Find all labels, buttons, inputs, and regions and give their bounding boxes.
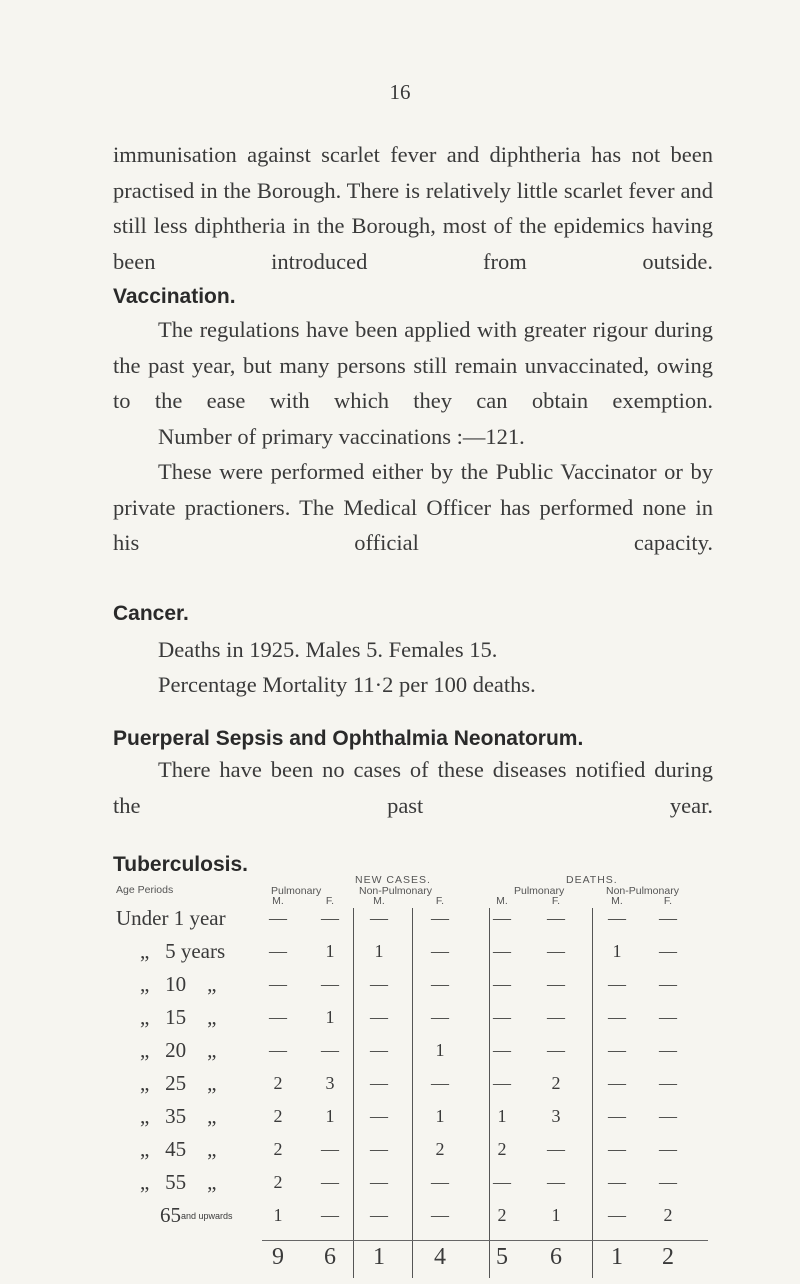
row-label: [160, 1203, 231, 1228]
table-cell: 2: [273, 1172, 283, 1192]
puerperal-paragraph: There have been no cases of these diseases notified during the past year.: [113, 757, 713, 818]
total-cell: 5: [496, 1244, 508, 1270]
sex-header-f: F.: [325, 895, 335, 907]
table-cell: 2: [273, 1073, 283, 1093]
table-cell: 1: [612, 941, 622, 961]
vaccination-heading: Vaccination.: [113, 285, 236, 308]
total-cell: 1: [373, 1244, 385, 1270]
age-periods-header: Age Periods: [116, 884, 174, 896]
table-cell: —: [370, 1172, 388, 1192]
row-label: „ 35 „: [140, 1104, 217, 1128]
totals-rule: [262, 1240, 708, 1241]
table-cell: —: [659, 908, 677, 928]
table-cell: 2: [497, 1139, 507, 1159]
cancer-paragraph-1: Deaths in 1925. Males 5. Females 15.: [158, 637, 498, 662]
vaccination-paragraph-2: Number of primary vaccinations :—121.: [158, 424, 525, 449]
table-cell: —: [431, 974, 449, 994]
table-cell: —: [659, 1040, 677, 1060]
table-cell: —: [493, 974, 511, 994]
column-divider: [592, 908, 593, 1278]
table-cell: —: [608, 974, 626, 994]
table-cell: —: [493, 1040, 511, 1060]
table-cell: —: [608, 1205, 626, 1225]
table-cell: —: [493, 908, 511, 928]
table-cell: —: [659, 1139, 677, 1159]
sex-header-f: F.: [435, 895, 445, 907]
table-cell: —: [493, 941, 511, 961]
total-cell: 6: [550, 1244, 562, 1270]
cancer-paragraph-2: Percentage Mortality 11·2 per 100 deaths.: [158, 672, 536, 697]
table-cell: —: [608, 1007, 626, 1027]
table-cell: —: [269, 941, 287, 961]
total-cell: 9: [272, 1244, 284, 1270]
column-divider: [489, 908, 490, 1278]
table-cell: —: [370, 1139, 388, 1159]
row-label: „ 10 „: [140, 972, 217, 996]
new-cases-header: NEW CASES.: [355, 874, 431, 886]
table-cell: 1: [497, 1106, 507, 1126]
vaccination-paragraph-1: The regulations have been applied with greater rigour during the past year, but many persons still remain unvaccinated, owing to the ease with which they can obtain exemption.: [113, 317, 713, 414]
total-cell: 6: [324, 1244, 336, 1270]
row-label: „ 25 „: [140, 1071, 217, 1095]
table-cell: 1: [273, 1205, 283, 1225]
total-cell: 1: [611, 1244, 623, 1270]
table-cell: —: [321, 1040, 339, 1060]
table-cell: —: [431, 908, 449, 928]
row-label-main: 65: [160, 1203, 181, 1227]
column-divider: [412, 908, 413, 1278]
table-cell: 3: [325, 1073, 335, 1093]
row-label: „ 20 „: [140, 1038, 217, 1062]
table-cell: —: [370, 1073, 388, 1093]
table-cell: —: [659, 1007, 677, 1027]
table-cell: 1: [325, 1106, 335, 1126]
table-cell: —: [370, 908, 388, 928]
table-cell: —: [370, 1205, 388, 1225]
table-cell: —: [547, 908, 565, 928]
cancer-heading: Cancer.: [113, 602, 189, 625]
table-cell: —: [269, 908, 287, 928]
table-cell: —: [321, 1139, 339, 1159]
table-cell: 1: [551, 1205, 561, 1225]
table-cell: —: [608, 1040, 626, 1060]
new-pulmonary-header: Pulmonary: [271, 885, 322, 897]
row-label: „ 15 „: [140, 1005, 217, 1029]
intro-paragraph: immunisation against scarlet fever and diphtheria has not been practised in the Borough. There is relatively little scarlet fever and still less diphtheria in the Borough, most of the epidemics having been introduced from outside.: [113, 142, 713, 274]
table-cell: —: [608, 1073, 626, 1093]
page-number: 16: [389, 80, 411, 104]
table-cell: —: [547, 1139, 565, 1159]
table-cell: —: [431, 1007, 449, 1027]
vaccination-paragraph-3: These were performed either by the Public Vaccinator or by private practioners. The Medical Officer has performed none in his official capacity.: [113, 459, 713, 556]
sex-header-m: M.: [272, 895, 284, 907]
table-cell: —: [547, 974, 565, 994]
sex-header-f: F.: [551, 895, 561, 907]
table-cell: —: [431, 1073, 449, 1093]
table-cell: —: [659, 1172, 677, 1192]
table-cell: 2: [273, 1106, 283, 1126]
table-cell: 3: [551, 1106, 561, 1126]
row-label: „ 55 „: [140, 1170, 217, 1194]
table-cell: —: [431, 941, 449, 961]
table-cell: —: [370, 974, 388, 994]
table-cell: —: [493, 1172, 511, 1192]
table-cell: 1: [435, 1106, 445, 1126]
sex-header-f: F.: [663, 895, 673, 907]
table-cell: 2: [435, 1139, 445, 1159]
table-cell: 1: [325, 941, 335, 961]
table-cell: 1: [325, 1007, 335, 1027]
table-cell: 2: [551, 1073, 561, 1093]
deaths-pulmonary-header: Pulmonary: [514, 885, 565, 897]
table-cell: 2: [497, 1205, 507, 1225]
table-cell: —: [370, 1007, 388, 1027]
table-cell: —: [659, 974, 677, 994]
table-cell: —: [269, 1040, 287, 1060]
table-cell: —: [547, 1172, 565, 1192]
table-cell: —: [608, 1139, 626, 1159]
table-cell: —: [321, 974, 339, 994]
row-label: Under 1 year: [116, 906, 226, 930]
table-cell: 2: [273, 1139, 283, 1159]
table-cell: —: [321, 1172, 339, 1192]
table-cell: 2: [663, 1205, 673, 1225]
total-cell: 4: [434, 1244, 446, 1270]
sex-header-m: M.: [373, 895, 385, 907]
table-cell: —: [547, 941, 565, 961]
tuberculosis-heading: Tuberculosis.: [113, 853, 248, 876]
puerperal-heading: Puerperal Sepsis and Ophthalmia Neonatorum.: [113, 727, 584, 750]
sex-header-m: M.: [611, 895, 623, 907]
table-cell: —: [547, 1007, 565, 1027]
table-cell: —: [321, 908, 339, 928]
table-cell: —: [659, 1073, 677, 1093]
table-cell: —: [493, 1007, 511, 1027]
table-cell: 1: [435, 1040, 445, 1060]
table-cell: —: [370, 1106, 388, 1126]
table-cell: —: [370, 1040, 388, 1060]
table-cell: —: [269, 974, 287, 994]
table-cell: —: [547, 1040, 565, 1060]
deaths-header: DEATHS.: [566, 874, 618, 886]
total-cell: 2: [662, 1244, 674, 1270]
table-cell: —: [493, 1073, 511, 1093]
row-label-sub: and upwards: [181, 1211, 233, 1221]
table-cell: —: [431, 1205, 449, 1225]
row-label: „ 5 years: [140, 939, 226, 963]
table-cell: —: [659, 1106, 677, 1126]
table-cell: —: [608, 1106, 626, 1126]
sex-header-m: M.: [496, 895, 508, 907]
column-divider: [353, 908, 354, 1278]
table-cell: —: [659, 941, 677, 961]
table-cell: —: [608, 908, 626, 928]
new-non-pulmonary-header: Non-Pulmonary: [359, 885, 432, 897]
table-cell: —: [269, 1007, 287, 1027]
table-cell: —: [608, 1172, 626, 1192]
table-cell: —: [321, 1205, 339, 1225]
table-cell: 1: [374, 941, 384, 961]
row-label: „ 45 „: [140, 1137, 217, 1161]
deaths-non-pulmonary-header: Non-Pulmonary: [606, 885, 679, 897]
table-cell: —: [431, 1172, 449, 1192]
